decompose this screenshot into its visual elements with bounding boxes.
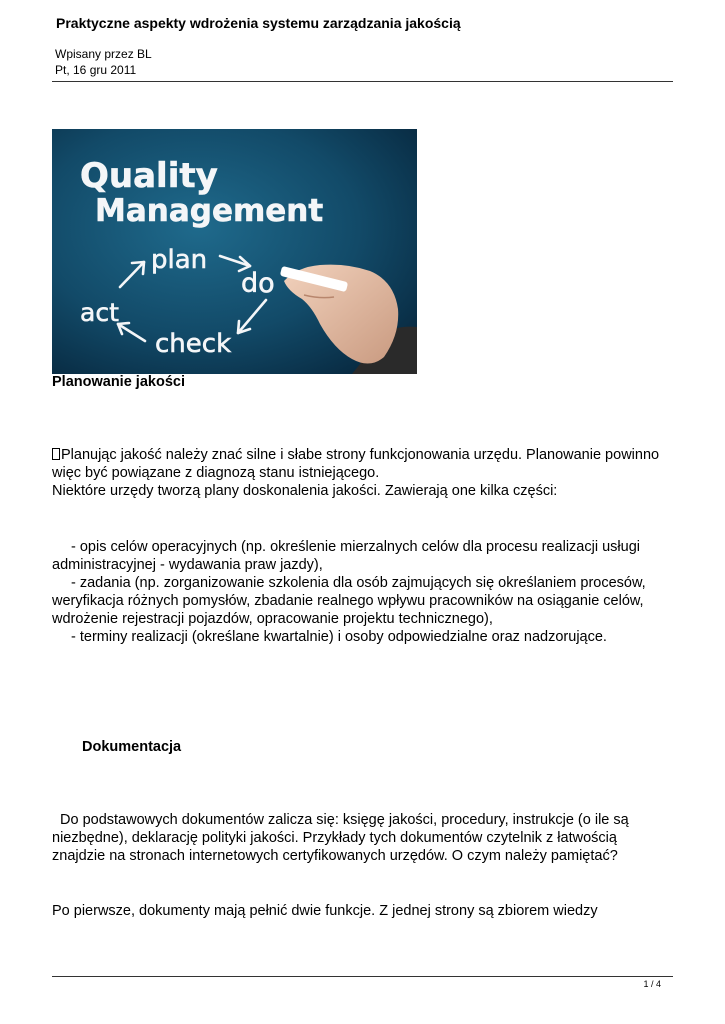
figure-text-check: check <box>155 329 232 359</box>
documents-line-2: niezbędne), deklarację polityki jakości. Przykłady tych dokumentów czytelnik z łatwością <box>52 830 617 846</box>
quality-management-image <box>52 129 417 374</box>
list-item: - zadania (np. zorganizowanie szkolenia dla osób zajmujących się określaniem procesów, <box>71 575 646 591</box>
list-item-continued: administracyjnej - wydawania praw jazdy), <box>52 557 323 573</box>
intro-line-3: Niektóre urzędy tworzą plany doskonalenia jakości. Zawierają one kilka części: <box>52 483 558 499</box>
plan-parts-list <box>52 538 677 646</box>
documents-paragraph <box>52 811 677 865</box>
footer-divider <box>52 976 673 977</box>
figure-text-plan: plan <box>151 245 208 275</box>
documents-line-1: Do podstawowych dokumentów zalicza się: księgę jakości, procedury, instrukcje (o ile są <box>60 812 629 828</box>
intro-paragraph <box>52 446 677 500</box>
page-number: 1 / 4 <box>643 979 661 989</box>
functions-line-1: Po pierwsze, dokumenty mają pełnić dwie funkcje. Z jednej strony są zbiorem wiedzy <box>52 903 598 919</box>
list-item-continued: weryfikacja różnych pomysłów, zbadanie realnego wpływu pracowników na osiąganie celów, <box>52 593 644 609</box>
documents-line-3: znajdzie na stronach internetowych certyfikowanych urzędów. O czym należy pamiętać? <box>52 848 618 864</box>
functions-paragraph <box>52 902 677 920</box>
author-line: Wpisany przez BL <box>55 47 152 61</box>
list-item-continued: wdrożenie rejestracji pojazdów, opracowanie projektu technicznego), <box>52 611 493 627</box>
list-item: - opis celów operacyjnych (np. określenie mierzalnych celów dla procesu realizacji usługi <box>71 539 640 555</box>
section-heading-planowanie: Planowanie jakości <box>52 374 185 390</box>
document-title: Praktyczne aspekty wdrożenia systemu zarządzania jakością <box>56 15 461 31</box>
list-item: - terminy realizacji (określane kwartalnie) i osoby odpowiedzialne oraz nadzorujące. <box>71 629 607 645</box>
intro-line-1: Planując jakość należy znać silne i słabe strony funkcjonowania urzędu. Planowanie powinno <box>52 446 677 464</box>
missing-glyph-icon <box>52 448 60 460</box>
intro-line-2: więc być powiązane z diagnozą stanu istniejącego. <box>52 465 380 481</box>
date-line: Pt, 16 gru 2011 <box>55 63 137 77</box>
figure-text-do: do <box>241 268 275 299</box>
header-divider <box>52 81 673 82</box>
figure-text-act: act <box>80 298 119 327</box>
figure-text-quality: Quality <box>80 156 218 196</box>
figure-text-management: Management <box>95 193 324 229</box>
section-heading-dokumentacja: Dokumentacja <box>82 739 182 755</box>
